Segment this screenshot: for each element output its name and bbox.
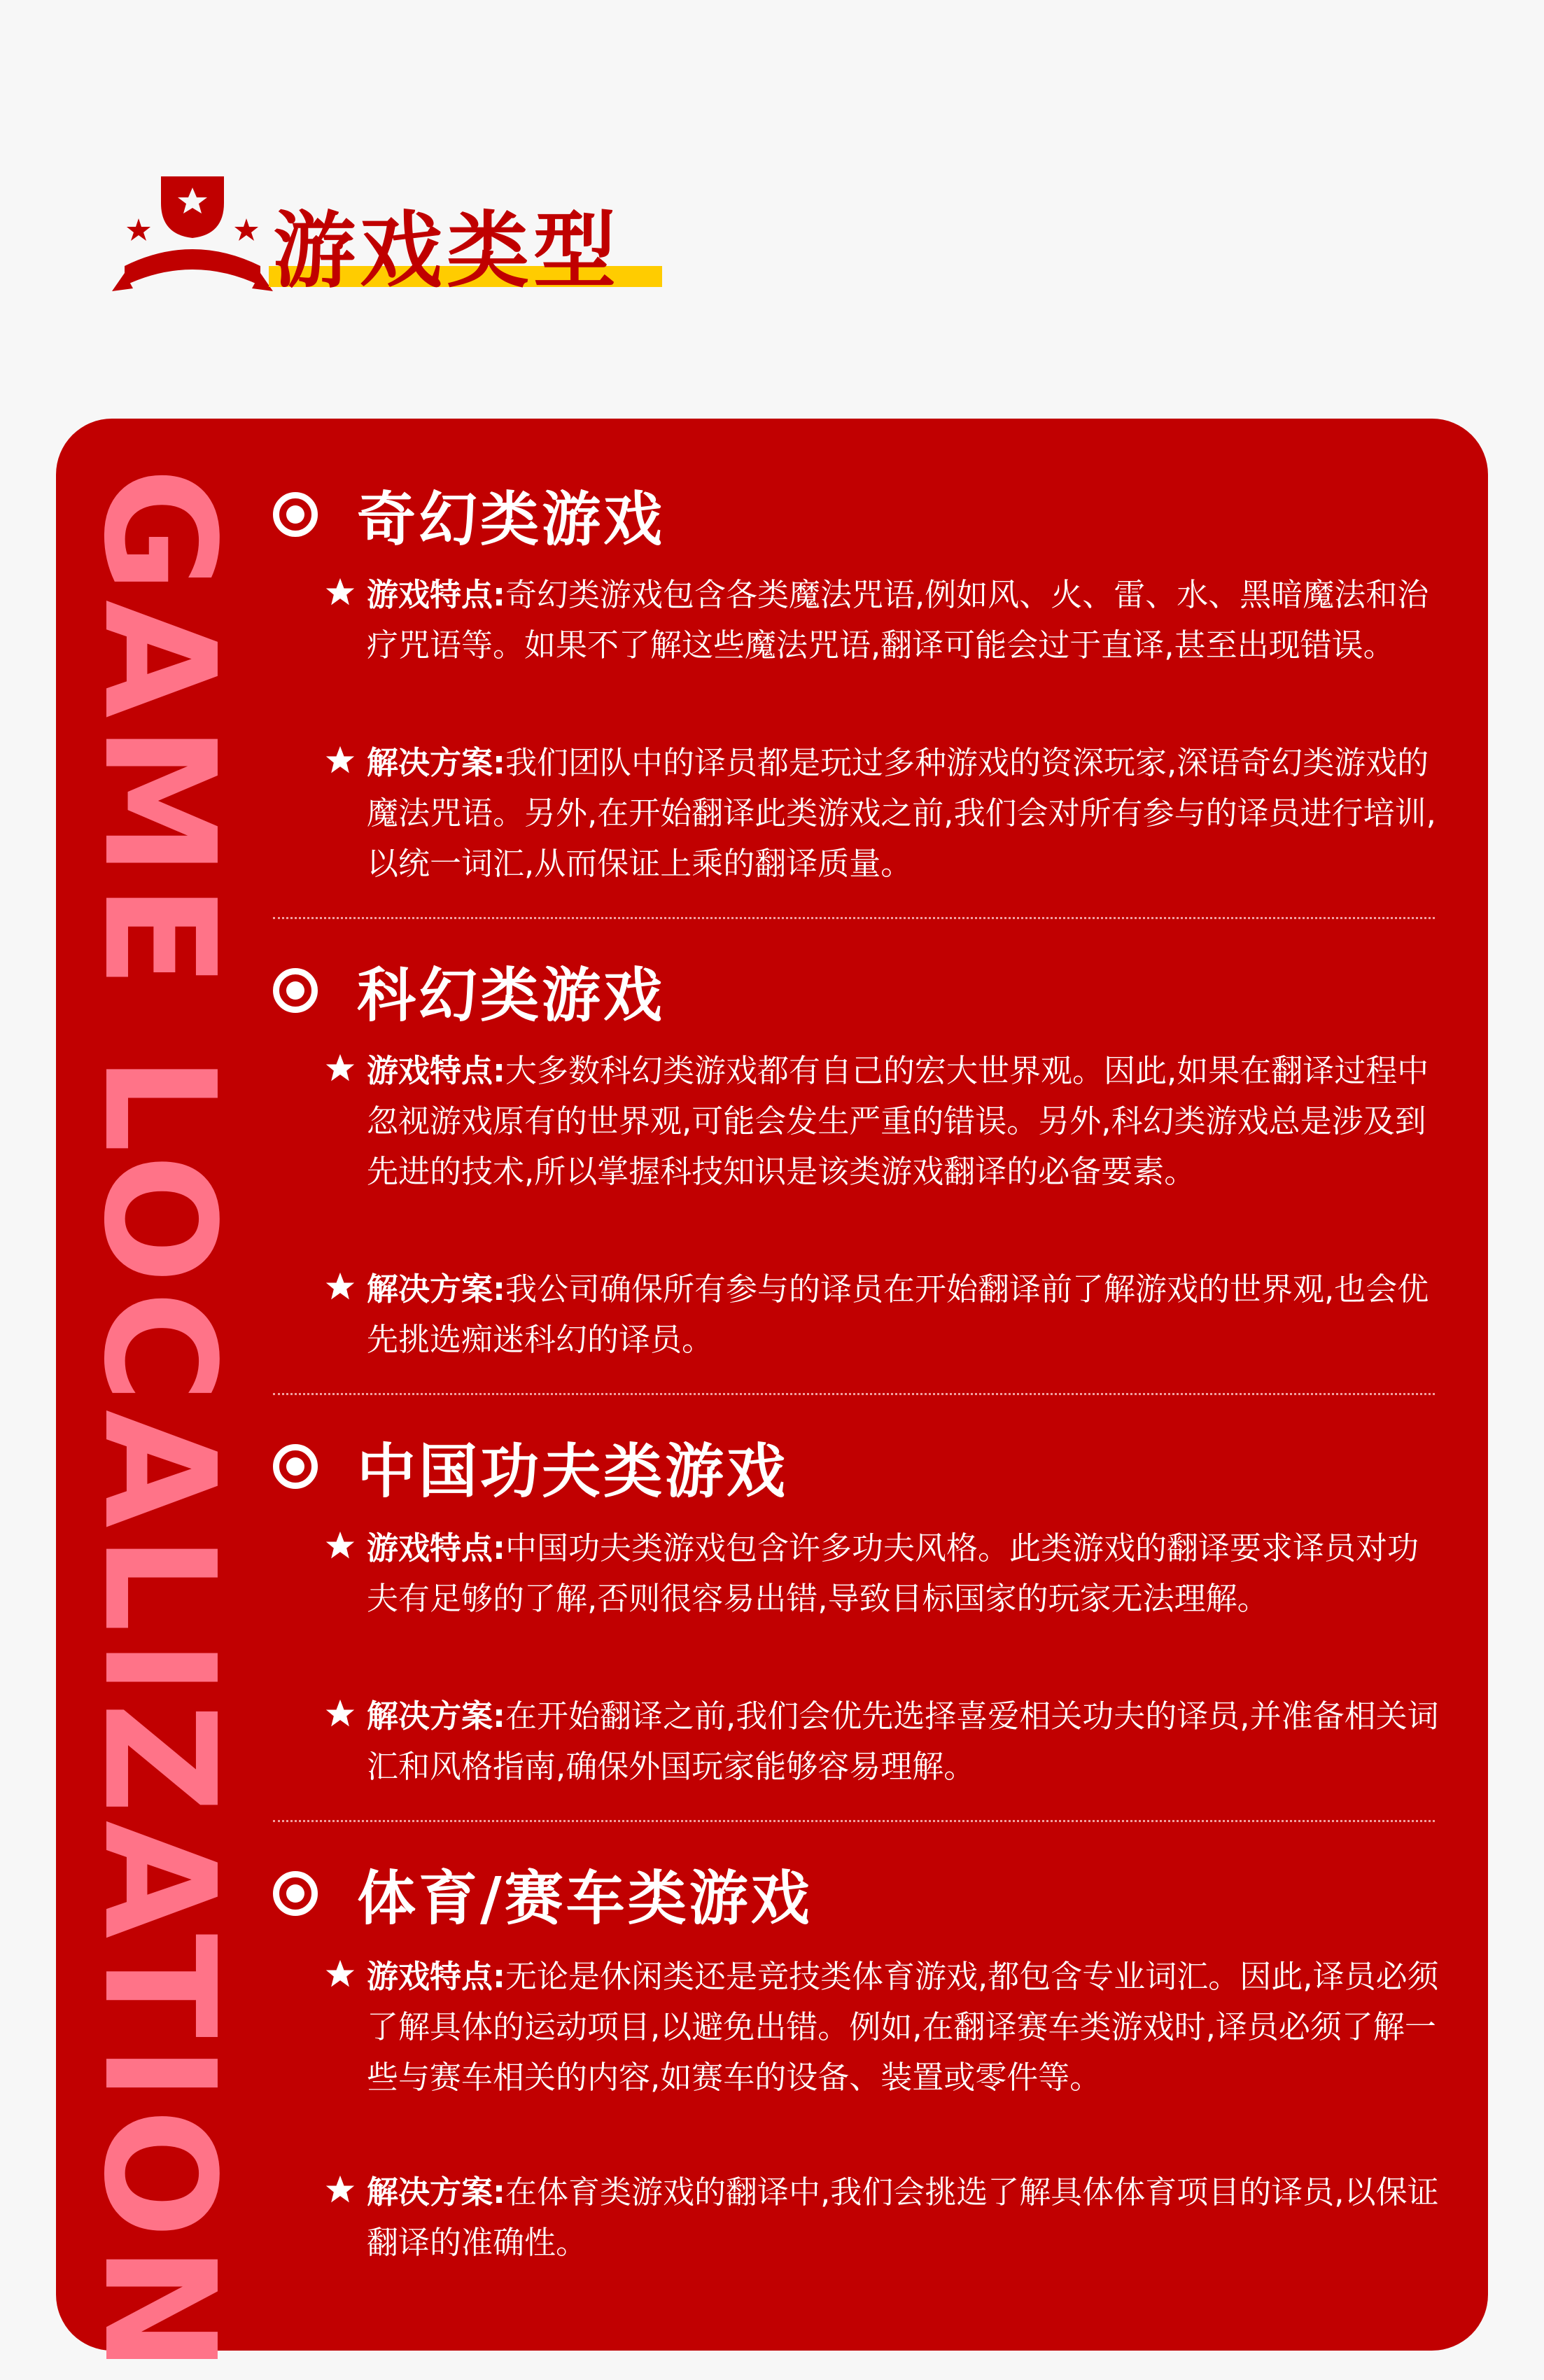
features-text: 中国功夫类游戏包含许多功夫风格。此类游戏的翻译要求译员对功夫有足够的了解,否则很容易出错,导致目标国家的玩家无法理解。 [367, 1530, 1419, 1617]
radio-bullet-icon [273, 492, 318, 537]
solution-text: 在体育类游戏的翻译中,我们会挑选了解具体体育项目的译员,以保证翻译的准确性。 [367, 2174, 1439, 2261]
features-text: 无论是休闲类还是竞技类体育游戏,都包含专业词汇。因此,译员必须了解具体的运动项目,以避免出错。例如,在翻译赛车类游戏时,译员必须了解一些与赛车相关的内容,如赛车的设备、装置或零件等。 [367, 1958, 1439, 2096]
star-icon [325, 577, 356, 608]
solution-label: 解决方案: [367, 1698, 505, 1735]
section-divider [273, 1820, 1435, 1822]
features-label: 游戏特点: [367, 1052, 505, 1089]
star-icon [325, 2174, 356, 2205]
star-icon [325, 1053, 356, 1084]
solution-paragraph [325, 738, 1445, 889]
features-paragraph [325, 570, 1445, 671]
section-header [112, 168, 672, 308]
trophy-icon [112, 168, 273, 308]
section-heading-scifi [273, 952, 665, 1029]
features-paragraph [325, 1523, 1445, 1624]
solution-label: 解决方案: [367, 744, 505, 781]
features-label: 游戏特点: [367, 1958, 505, 1995]
radio-bullet-icon [273, 1444, 318, 1489]
section-heading-fantasy [273, 476, 665, 553]
features-paragraph [325, 1046, 1445, 1197]
solution-text: 在开始翻译之前,我们会优先选择喜爱相关功夫的译员,并准备相关词汇和风格指南,确保外国玩家能够容易理解。 [367, 1698, 1439, 1785]
section-heading-sports [273, 1855, 813, 1932]
star-icon [325, 1530, 356, 1561]
features-paragraph [325, 1952, 1445, 2103]
features-text: 大多数科幻类游戏都有自己的宏大世界观。因此,如果在翻译过程中忽视游戏原有的世界观,可能会发生严重的错误。另外,科幻类游戏总是涉及到先进的技术,所以掌握科技知识是该类游戏翻译的必备要素。 [367, 1052, 1429, 1190]
solution-label: 解决方案: [367, 2174, 505, 2211]
radio-bullet-icon [273, 968, 318, 1013]
star-icon [325, 1271, 356, 1302]
section-divider [273, 1393, 1435, 1395]
vertical-watermark-text: GAME LOCALIZATION [70, 468, 247, 2380]
section-title: 奇幻类游戏 [357, 484, 666, 554]
section-heading-kungfu [273, 1428, 788, 1505]
star-icon [325, 745, 356, 776]
solution-paragraph [325, 1264, 1445, 1365]
radio-bullet-icon [273, 1871, 318, 1916]
features-label: 游戏特点: [367, 1530, 505, 1567]
section-title: 中国功夫类游戏 [357, 1436, 789, 1506]
features-text: 奇幻类游戏包含各类魔法咒语,例如风、火、雷、水、黑暗魔法和治疗咒语等。如果不了解这些魔法咒语,翻译可能会过于直译,甚至出现错误。 [367, 576, 1429, 664]
section-title: 科幻类游戏 [357, 960, 666, 1030]
solution-label: 解决方案: [367, 1270, 505, 1308]
solution-text: 我们团队中的译员都是玩过多种游戏的资深玩家,深语奇幻类游戏的魔法咒语。另外,在开始翻译此类游戏之前,我们会对所有参与的译员进行培训,以统一词汇,从而保证上乘的翻译质量。 [367, 744, 1436, 882]
vertical-watermark [70, 468, 247, 2380]
solution-paragraph [325, 2167, 1445, 2268]
section-title: 体育/赛车类游戏 [357, 1863, 813, 1933]
star-icon [325, 1698, 356, 1729]
features-label: 游戏特点: [367, 576, 505, 613]
solution-paragraph [325, 1691, 1445, 1792]
star-icon [325, 1959, 356, 1989]
solution-text: 我公司确保所有参与的译员在开始翻译前了解游戏的世界观,也会优先挑选痴迷科幻的译员。 [367, 1270, 1429, 1358]
section-divider [273, 917, 1435, 919]
page-title: 游戏类型 [273, 202, 621, 299]
